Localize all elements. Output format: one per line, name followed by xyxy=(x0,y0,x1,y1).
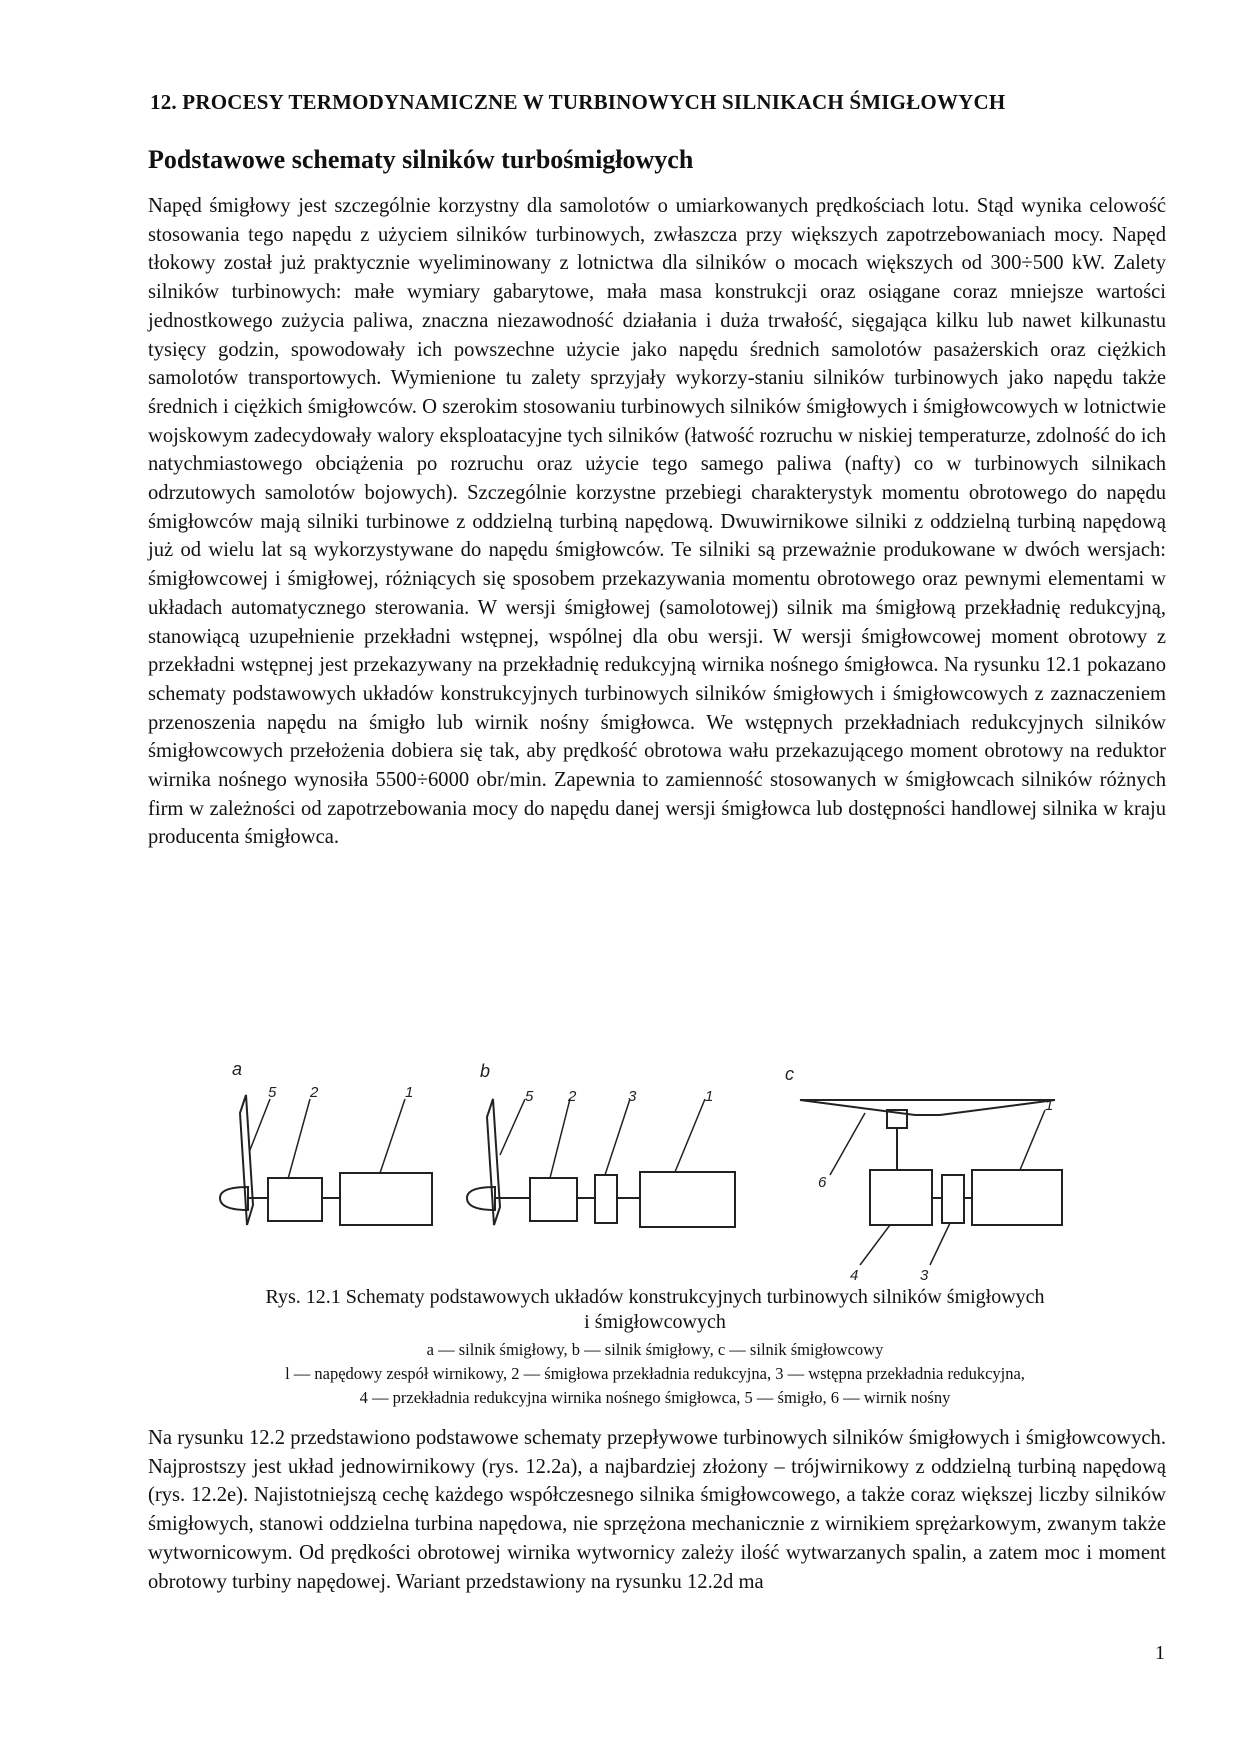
legend-line-1: a — silnik śmigłowy, b — silnik śmigłowy, c — silnik śmigłowcowy xyxy=(426,1340,884,1359)
box-main-gearbox-c xyxy=(870,1170,932,1225)
num-4-c: 4 xyxy=(850,1267,859,1284)
num-1-b: 1 xyxy=(705,1088,714,1105)
figure-label-c: c xyxy=(785,1064,794,1084)
section-heading: Podstawowe schematy silników turbośmigłowych xyxy=(148,145,694,174)
body-paragraph-1: Napęd śmigłowy jest szczególnie korzystny dla samolotów o umiarkowanych prędkościach lotu. Stąd wynika celowość stosowania tego napędu z użyciem silników turbinowych, zwłaszcza przy większych zapotrzebowaniach mocy. Napęd tłokowy został już praktycznie wyeliminowany z lotnictwa dla silników o mocach większych od 300÷500 kW. Zalety silników turbinowych: małe wymiary gabarytowe, mała masa konstrukcji oraz osiągane coraz mniejsze wartości jednostkowego zużycia paliwa, znaczna niezawodność działania i duża trwałość, sięgająca kilku lub nawet kilkunastu tysięcy godzin, spowodowały ich powszechne użycie jako napędu średnich samolotów pasażerskich oraz ciężkich samolotów transportowych. Wymienione tu zalety sprzyjały wykorzy-staniu silników turbinowych jako napędu także średnich i ciężkich śmigłowców. O szerokim stosowaniu turbinowych silników śmigłowych i śmigłowcowych w lotnictwie wojskowym zadecydowały walory eksploatacyjne tych silników (łatwość rozruchu w niskiej temperaturze, zdolność do ich natychmiastowego obciążenia po rozruchu oraz użycie tego samego paliwa (nafty) co w turbinowych silnikach odrzutowych samolotów bojowych). Szczególnie korzystne przebiegi charakterystyk momentu obrotowego do napędu śmigłowców mają silniki turbinowe z oddzielną turbiną napędową. Dwuwirnikowe silniki z oddzielną turbiną napędową już od wielu lat są wykorzystywane do napędu śmigłowców. Te silniki są przeważnie produkowane w dwóch wersjach: śmigłowcowej i śmigłowej, różniących się sposobem przekazywania momentu obrotowego oraz pewnymi elementami w układach automatycznego sterowania. W wersji śmigłowej (samolotowej) silnik ma śmigłową przekładnię redukcyjną, stanowiącą uzupełnienie przekładni wstępnej, wspólnej dla obu wersji. W wersji śmigłowcowej moment obrotowy z przekładni wstępnej jest przekazywany na przekładnię redukcyjną wirnika nośnego śmigłowca. Na rysunku 12.1 pokazano schematy podstawowych układów konstrukcyjnych turbinowych silników śmigłowych i śmigłowcowych z zaznaczeniem przenoszenia napędu na śmigło lub wirnik nośny śmigłowca. We wstępnych przekładniach redukcyjnych silników śmigłowcowych przełożenia dobiera się tak, aby prędkość obrotowa wału przekazującego moment obrotowy na reduktor wirnika nośnego wynosiła 5500÷6000 obr/min. Zapewnia to zamienność stosowanych w śmigłowcach silników różnych firm w zależności od zapotrzebowania mocy do napędu danej wersji śmigłowca lub dostępności handlowej silnika w kraju producenta śmigłowca. xyxy=(148,195,1166,849)
num-2-b: 2 xyxy=(568,1088,577,1105)
box-rotor-a xyxy=(340,1173,432,1225)
figure-legend xyxy=(150,1338,1160,1410)
box-pre-gearbox-b xyxy=(595,1175,617,1223)
num-1-a: 1 xyxy=(405,1084,414,1101)
body-paragraph-2: Na rysunku 12.2 przedstawiono podstawowe schematy przepływowe turbinowych silników śmigłowych i śmigłowcowych. Najprostszy jest układ jednowirnikowy (rys. 12.2a), a najbardziej złożony – trójwirnikowy z oddzielną turbiną napędową (rys. 12.2e). Najistotniejszą cechę każdego współczesnego silnika śmigłowcowego, a także coraz większej liczby silników śmigłowych, stanowi oddzielna turbina napędowa, nie sprzężona mechanicznie z wirnikiem sprężarkowym, zwanym także wytwornicowym. Od prędkości obrotowej wirnika wytwornicy zależy ilość wytwarzanych spalin, a zatem moc i moment obrotowy turbiny napędowej. Wariant przedstawiony na rysunku 12.2d ma xyxy=(148,1427,1166,1593)
legend-line-3: 4 — przekładnia redukcyjna wirnika nośnego śmigłowca, 5 — śmigło, 6 — wirnik nośny xyxy=(359,1388,951,1407)
box-pre-gearbox-c xyxy=(942,1175,964,1223)
caption-line-2: i śmigłowcowych xyxy=(584,1311,726,1333)
page-number: 1 xyxy=(1155,1642,1165,1664)
num-5-a: 5 xyxy=(268,1084,277,1101)
caption-line-1: Rys. 12.1 Schematy podstawowych układów konstrukcyjnych turbinowych silników śmigłowych xyxy=(265,1286,1045,1308)
num-1-c: 1 xyxy=(1045,1097,1054,1114)
num-3-c: 3 xyxy=(920,1267,929,1284)
box-gearbox-b xyxy=(530,1178,577,1221)
propeller-b xyxy=(487,1099,500,1225)
num-5-b: 5 xyxy=(525,1088,534,1105)
num-6-c: 6 xyxy=(818,1174,827,1191)
box-rotor-c xyxy=(972,1170,1062,1225)
chapter-heading: 12. PROCESY TERMODYNAMICZNE W TURBINOWYCH SILNIKACH ŚMIGŁOWYCH xyxy=(150,90,1006,114)
num-2-a: 2 xyxy=(310,1084,319,1101)
num-3-b: 3 xyxy=(628,1088,637,1105)
box-rotor-b xyxy=(640,1172,735,1227)
figure-caption xyxy=(150,1285,1160,1335)
box-gearbox-a xyxy=(268,1178,322,1221)
figure-label-b: b xyxy=(480,1061,491,1081)
propeller-a xyxy=(240,1095,253,1225)
figure-label-a: a xyxy=(232,1059,243,1079)
rotor-blades-c xyxy=(800,1100,1055,1115)
figure-engine-schematics xyxy=(200,1055,1100,1285)
spinner-a xyxy=(220,1187,248,1210)
legend-line-2: l — napędowy zespół wirnikowy, 2 — śmigłowa przekładnia redukcyjna, 3 — wstępna przekładnia redukcyjna, xyxy=(285,1364,1025,1383)
